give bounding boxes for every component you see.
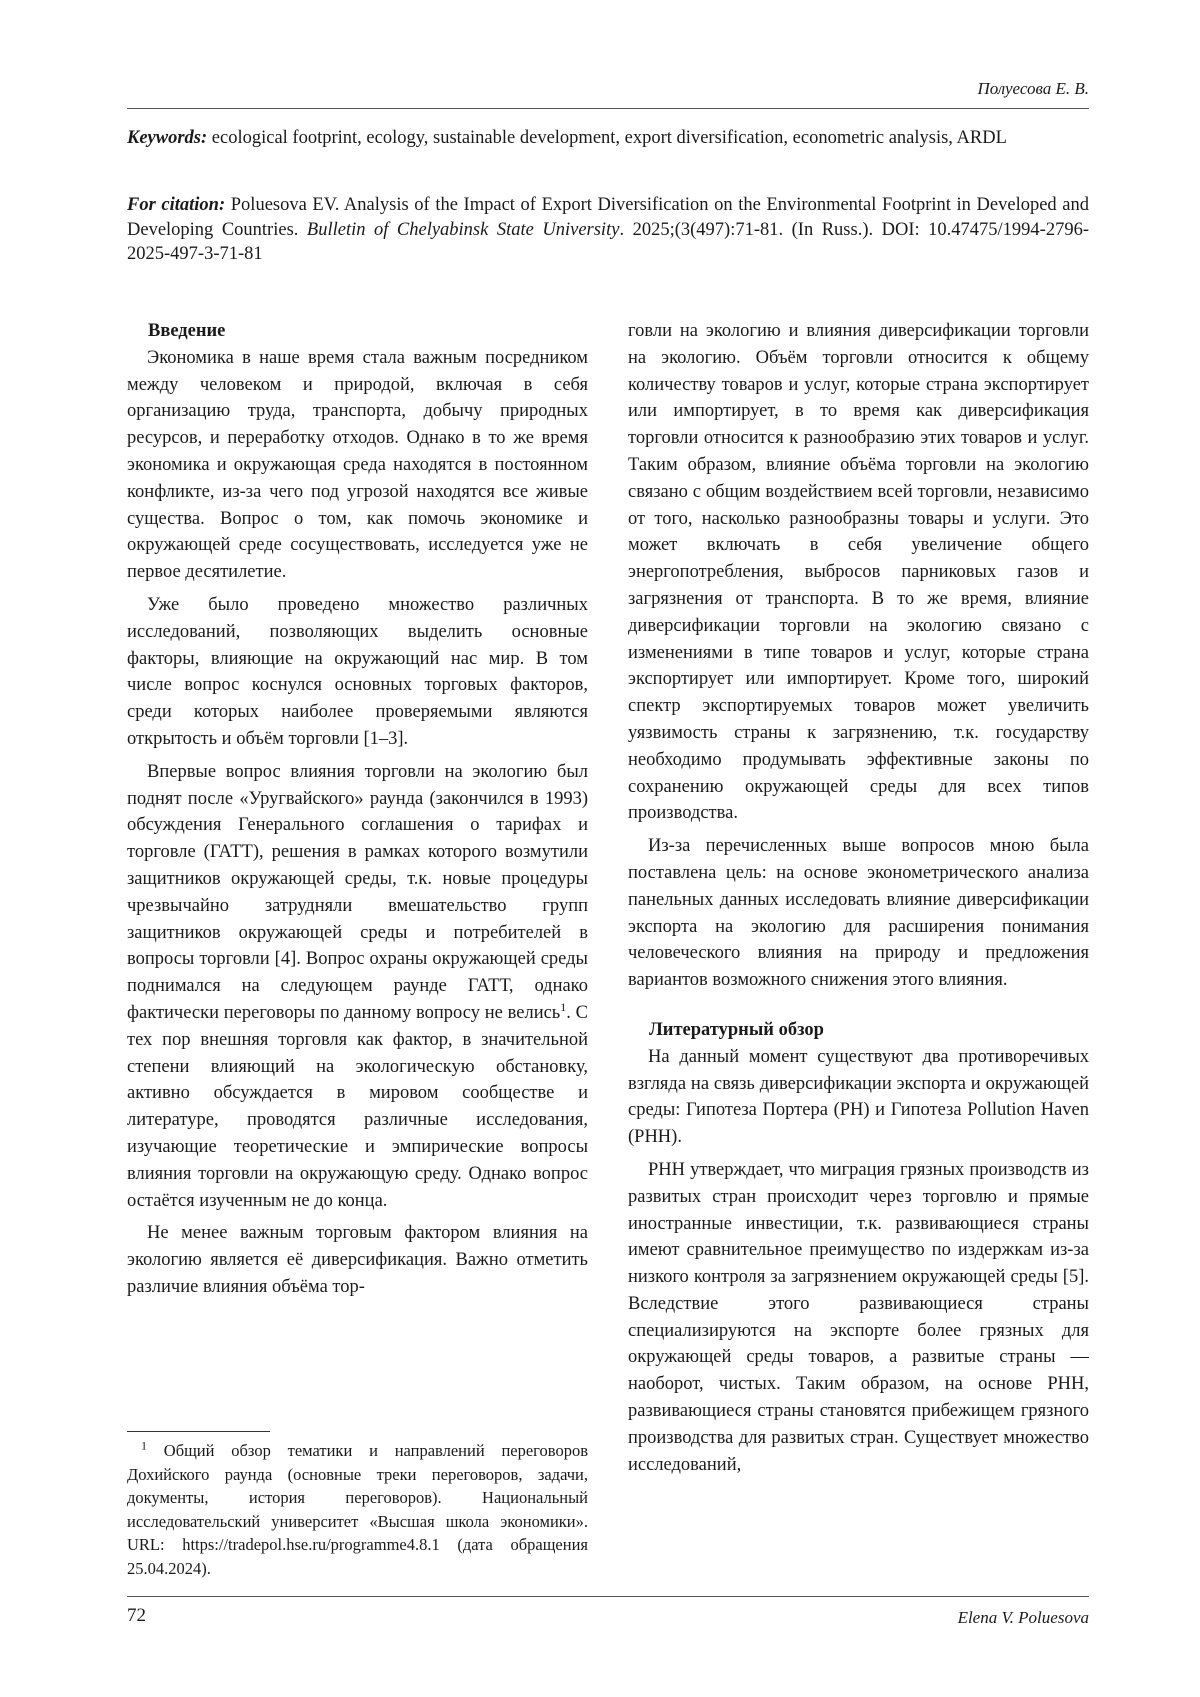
paragraph: говли на экологию и влияния диверсификации торговли на экологию. Объём торговли относится к общему количеству товаров и услуг, которые страна экспортирует или импортирует, в то время как диверсификация торговли относится к разнообразию этих товаров и услуг. Таким образом, влияние объёма торговли на экологию связано с общим воздействием всей торговли, независимо от того, насколько разнообразны товары и услуги. Это может включать в себя увеличение общего энергопотребления, выбросов парниковых газов и загрязнения от транспорта. В то же время, влияние диверсификации торговли на экологию связано с изменениями в типе товаров и услуг, которые страна экспортирует или импортирует. Кроме того, широкий спектр экспортируемых товаров может увеличить уязвимость страны к загрязнению, т.к. государству необходимо продумывать эффективные законы по сохранению окружающей среды для всех типов производства.	[628, 321, 1089, 824]
citation-block	[127, 193, 1089, 267]
running-header-author: Полуесова Е. В.	[977, 79, 1089, 98]
keywords-label: Keywords:	[127, 128, 208, 148]
paragraph: Уже было проведено множество различных исследований, позволяющих выделить основные факторы, влияющие на окружающий нас мир. В том числе вопрос коснулся основных торговых факторов, среди которых наиболее проверяемыми являются открытость и объём торговли [1–3].	[127, 594, 588, 749]
section-heading-introduction: Введение	[148, 321, 226, 341]
page-number: 72	[127, 1605, 146, 1626]
footnote-number: 1	[141, 1438, 147, 1453]
keywords-block	[127, 126, 1089, 151]
footnote	[127, 1439, 588, 1580]
paragraph: Из-за перечисленных выше вопросов мною была поставлена цель: на основе эконометрического анализа панельных данных исследовать влияние диверсификации экспорта на экологию для расширения понимания человеческого влияния на природу и предложения вариантов возможного снижения этого влияния.	[628, 836, 1089, 991]
footnote-text: Общий обзор тематики и направлений переговоров Дохийского раунда (основные треки переговоров, задачи, документы, история переговоров). Национальный исследовательский университет «Высшая школа экономики». URL: https://tradepol.hse.ru/programme4.8.1 (дата обращения 25.04.2024).	[127, 1441, 588, 1578]
paragraph: Не менее важным торговым фактором влияния на экологию является её диверсификация. Важно отметить различие влияния объёма тор-	[127, 1223, 588, 1297]
keywords-text: ecological footprint, ecology, sustainable development, export diversification, econometric analysis, ARDL	[207, 128, 1007, 148]
paragraph-text: Впервые вопрос влияния торговли на экологию был поднят после «Уругвайского» раунда (закончился в 1993) обсуждения Генерального соглашения о тарифах и торговле (ГАТТ), решения в рамках которого возмутили защитников окружающей среды, т.к. новые процедуры чрезвычайно затрудняли вмешательство групп защитников окружающей среды и потребителей в вопросы торговли [4]. Вопрос охраны окружающей среды поднимался на следующем раунде ГАТТ, однако фактически переговоры по данному вопросу не велись	[127, 761, 588, 1023]
citation-details: . 2025;(3(497):71-81. (In Russ.). DOI: 10.47475/1994-2796-2025-497-3-71-81	[127, 219, 1090, 264]
citation-text: Poluesova EV. Analysis of the Impact of Export Diversification on the Environmental Footprint in Developed and Developing Countries.	[127, 195, 1089, 240]
left-column	[127, 318, 588, 1301]
footer-rule	[127, 1596, 1089, 1597]
paragraph: PHH утверждает, что миграция грязных производств из развитых стран происходит через торговлю и прямые иностранные инвестиции, т.к. развивающиеся страны имеют сравнительное преимущество по издержкам из-за низкого контроля за загрязнением окружающей среды [5]. Вследствие этого развивающиеся страны специализируются на экспорте более грязных для окружающей среды товаров, а развитые страны — наоборот, чистых. Таким образом, на основе PHH, развивающиеся страны становятся прибежищем грязного производства для развитых стран. Существует множество исследований,	[628, 1159, 1089, 1475]
right-column	[628, 318, 1089, 1478]
footnote-paragraph	[127, 1439, 588, 1580]
citation-journal: Bulletin of Chelyabinsk State University	[306, 219, 620, 240]
paragraph: На данный момент существуют два противоречивых взгляда на связь диверсификации экспорта и окружающей среды: Гипотеза Портера (PH) и Гипотеза Pollution Haven (PHH).	[628, 1046, 1089, 1148]
section-heading-literature-review: Литературный обзор	[649, 1019, 824, 1040]
paragraph	[127, 759, 588, 1215]
citation-label: For citation:	[127, 195, 226, 215]
footnote-rule	[127, 1431, 270, 1432]
running-footer-author: Elena V. Poluesova	[957, 1608, 1089, 1627]
header-rule	[127, 108, 1089, 109]
paragraph-text: . С тех пор внешняя торговля как фактор, в значительной степени влияющий на экологическую обстановку, активно обсуждается в мировом сообществе и литературе, проводятся различные исследования, изучающие теоретические и эмпирические вопросы влияния торговли на окружающую среду. Однако вопрос остаётся изученным не до конца.	[127, 1002, 588, 1211]
paragraph: Экономика в наше время стала важным посредником между человеком и природой, включая в себя организацию труда, транспорта, добычу природных ресурсов, и переработку отходов. Однако в то же время экономика и окружающая среда находятся в постоянном конфликте, из-за чего под угрозой находятся все живые существа. Вопрос о том, как помочь экономике и окружающей среде сосуществовать, исследуется уже не первое десятилетие.	[127, 347, 588, 583]
footnote-ref: 1	[560, 999, 567, 1014]
